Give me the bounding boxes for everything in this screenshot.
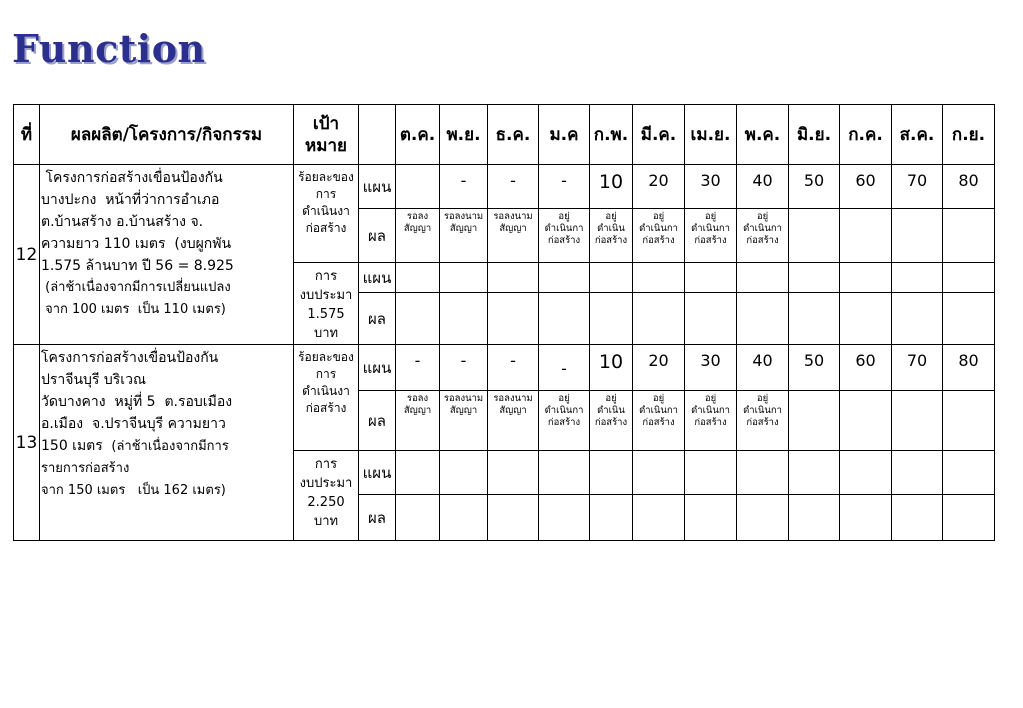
- header-month: ก.พ.: [590, 105, 633, 165]
- header-blank: [359, 105, 396, 165]
- header-month: เม.ย.: [685, 105, 737, 165]
- empty-cell: [440, 495, 488, 541]
- plan-cell: 80: [943, 165, 995, 209]
- header-month: ก.ค.: [840, 105, 892, 165]
- target-budget: [294, 451, 359, 541]
- result-line: อยู่: [605, 393, 617, 404]
- result-cell: [737, 209, 789, 263]
- result-label: ผล: [359, 293, 396, 345]
- result-line: รอลงนาม: [443, 393, 484, 404]
- result-line: ก่อสร้าง: [694, 417, 727, 428]
- result-line: ดำเนินกา: [691, 223, 730, 234]
- result-cell: [943, 391, 995, 451]
- result-line: ก่อสร้าง: [694, 235, 727, 246]
- header-month: พ.ย.: [440, 105, 488, 165]
- target-line: งบประมา: [299, 288, 353, 303]
- result-cell: [685, 391, 737, 451]
- project-line: ความยาว 110 เมตร (งบผูกพัน: [41, 236, 232, 252]
- empty-cell: [685, 451, 737, 495]
- plan-row: [14, 165, 995, 209]
- target-line: ก่อสร้าง: [305, 401, 347, 415]
- result-line: สัญญา: [499, 223, 527, 234]
- empty-cell: [840, 495, 892, 541]
- result-line: ดำเนินกา: [691, 405, 730, 416]
- empty-cell: [737, 263, 789, 293]
- empty-cell: [633, 495, 685, 541]
- empty-cell: [840, 263, 892, 293]
- target-line: การ: [314, 269, 338, 284]
- project-line-main: 150 เมตร: [41, 438, 108, 454]
- plan-label: แผน: [359, 263, 396, 293]
- result-line: อยู่: [652, 211, 665, 222]
- project-line: โครงการก่อสร้างเขื่อนป้องกัน: [41, 170, 223, 186]
- project-description: [40, 345, 294, 541]
- project-line: โครงการก่อสร้างเขื่อนป้องกัน: [41, 350, 219, 366]
- target-line: งบประมา: [299, 476, 353, 491]
- plan-cell: 50: [789, 165, 840, 209]
- plan-label: แผน: [359, 451, 396, 495]
- target-line: 1.575: [307, 307, 345, 322]
- header-row: [14, 105, 995, 165]
- header-month: ต.ค.: [396, 105, 440, 165]
- result-cell: [488, 391, 539, 451]
- empty-cell: [440, 263, 488, 293]
- project-line: บางปะกง หน้าที่ว่าการอำเภอ: [41, 192, 220, 208]
- target-line: การ: [314, 457, 338, 472]
- empty-cell: [685, 263, 737, 293]
- target-line: ดำเนินงา: [302, 384, 350, 398]
- result-line: ก่อสร้าง: [547, 235, 581, 246]
- result-line: อยู่: [704, 211, 717, 222]
- empty-cell: [590, 293, 633, 345]
- empty-cell: [633, 451, 685, 495]
- result-line: ดำเนิน: [597, 405, 625, 416]
- header-project: ผลผลิต/โครงการ/กิจกรรม: [40, 105, 294, 165]
- target-line: การ: [315, 367, 337, 381]
- empty-cell: [396, 451, 440, 495]
- result-cell: [892, 209, 943, 263]
- empty-cell: [737, 293, 789, 345]
- result-cell: [633, 209, 685, 263]
- plan-cell: 30: [685, 345, 737, 391]
- empty-cell: [633, 293, 685, 345]
- plan-cell: 20: [633, 165, 685, 209]
- target-line: บาท: [313, 514, 339, 529]
- plan-cell: 50: [789, 345, 840, 391]
- target-line: ดำเนินงา: [302, 204, 350, 218]
- header-month: ธ.ค.: [488, 105, 539, 165]
- empty-cell: [539, 263, 590, 293]
- empty-cell: [892, 293, 943, 345]
- header-month: ก.ย.: [943, 105, 995, 165]
- empty-cell: [590, 263, 633, 293]
- header-month: ส.ค.: [892, 105, 943, 165]
- plan-cell: 60: [840, 165, 892, 209]
- plan-cell: 70: [892, 345, 943, 391]
- empty-cell: [590, 451, 633, 495]
- result-line: รอลง: [406, 211, 429, 222]
- empty-cell: [539, 293, 590, 345]
- empty-cell: [590, 495, 633, 541]
- result-line: รอลงนาม: [443, 211, 484, 222]
- result-cell: [840, 209, 892, 263]
- empty-cell: [840, 451, 892, 495]
- empty-cell: [892, 263, 943, 293]
- plan-cell: -: [440, 345, 488, 391]
- plan-cell: 30: [685, 165, 737, 209]
- target-budget: [294, 263, 359, 345]
- result-line: อยู่: [652, 393, 665, 404]
- empty-cell: [396, 495, 440, 541]
- empty-cell: [789, 263, 840, 293]
- project-line-note: (ล่าช้าเนื่องจากมีการ: [107, 439, 229, 454]
- row-number: 12: [14, 165, 40, 345]
- result-line: ดำเนินกา: [639, 405, 678, 416]
- result-line: ดำเนินกา: [544, 405, 584, 416]
- plan-cell: 10: [590, 165, 633, 209]
- plan-cell: -: [539, 165, 590, 209]
- header-month: พ.ค.: [737, 105, 789, 165]
- result-cell: [943, 209, 995, 263]
- plan-cell: 70: [892, 165, 943, 209]
- empty-cell: [840, 293, 892, 345]
- project-note-line: จาก 150 เมตร เป็น 162 เมตร): [41, 483, 226, 498]
- result-cell: [685, 209, 737, 263]
- header-month: ม.ค: [539, 105, 590, 165]
- result-line: ก่อสร้าง: [594, 235, 628, 246]
- page-title: Function: [12, 26, 206, 71]
- result-line: อยู่: [558, 211, 570, 222]
- project-line: อ.เมือง จ.ปราจีนบุรี ความยาว: [41, 416, 226, 432]
- plan-cell: 40: [737, 345, 789, 391]
- result-cell: [789, 391, 840, 451]
- result-cell: [396, 391, 440, 451]
- empty-cell: [488, 451, 539, 495]
- result-line: สัญญา: [403, 405, 432, 416]
- plan-cell: -: [539, 345, 590, 391]
- empty-cell: [789, 293, 840, 345]
- empty-cell: [737, 451, 789, 495]
- plan-label: แผน: [359, 345, 396, 391]
- result-cell: [488, 209, 539, 263]
- empty-cell: [488, 495, 539, 541]
- target-line: ร้อยละของ: [298, 170, 354, 184]
- project-description: [40, 165, 294, 345]
- empty-cell: [396, 263, 440, 293]
- result-cell: [539, 391, 590, 451]
- project-note-line: จาก 100 เมตร เป็น 110 เมตร): [41, 302, 226, 317]
- result-cell: [892, 391, 943, 451]
- result-line: รอลงนาม: [493, 393, 533, 404]
- header-month: มี.ค.: [633, 105, 685, 165]
- plan-cell: -: [440, 165, 488, 209]
- empty-cell: [943, 293, 995, 345]
- schedule-table: [13, 104, 995, 541]
- empty-cell: [440, 451, 488, 495]
- result-line: อยู่: [756, 211, 769, 222]
- plan-cell: 60: [840, 345, 892, 391]
- plan-label: แผน: [359, 165, 396, 209]
- result-line: ดำเนินกา: [544, 223, 584, 234]
- target-line: 2.250: [307, 495, 345, 510]
- empty-cell: [539, 451, 590, 495]
- empty-cell: [488, 263, 539, 293]
- plan-cell: -: [488, 165, 539, 209]
- plan-cell: 20: [633, 345, 685, 391]
- project-line: [41, 435, 292, 458]
- empty-cell: [737, 495, 789, 541]
- header-target: เป้าหมาย: [294, 105, 359, 165]
- target-line: การ: [315, 187, 337, 201]
- result-cell: [440, 391, 488, 451]
- empty-cell: [943, 451, 995, 495]
- target-line: บาท: [313, 326, 339, 341]
- empty-cell: [943, 263, 995, 293]
- empty-cell: [943, 495, 995, 541]
- result-line: สัญญา: [499, 405, 527, 416]
- empty-cell: [789, 495, 840, 541]
- result-cell: [633, 391, 685, 451]
- plan-cell: -: [488, 345, 539, 391]
- result-line: ดำเนินกา: [743, 405, 782, 416]
- header-no: ที่: [14, 105, 40, 165]
- result-cell: [440, 209, 488, 263]
- result-line: ดำเนินกา: [639, 223, 678, 234]
- result-line: ดำเนิน: [597, 223, 625, 234]
- empty-cell: [539, 495, 590, 541]
- empty-cell: [789, 451, 840, 495]
- result-cell: [539, 209, 590, 263]
- result-line: ดำเนินกา: [743, 223, 782, 234]
- plan-cell: [396, 165, 440, 209]
- empty-cell: [685, 495, 737, 541]
- project-line: ต.บ้านสร้าง อ.บ้านสร้าง จ.: [41, 214, 204, 230]
- result-line: ก่อสร้าง: [642, 235, 675, 246]
- plan-cell: 40: [737, 165, 789, 209]
- result-line: สัญญา: [403, 223, 432, 234]
- empty-cell: [892, 495, 943, 541]
- project-note-line: (ล่าช้าเนื่องจากมีการเปลี่ยนแปลง: [41, 280, 231, 295]
- result-line: รอลงนาม: [493, 211, 533, 222]
- result-cell: [396, 209, 440, 263]
- result-line: ก่อสร้าง: [594, 417, 628, 428]
- result-label: ผล: [359, 495, 396, 541]
- plan-cell: -: [396, 345, 440, 391]
- row-number: 13: [14, 345, 40, 541]
- empty-cell: [633, 263, 685, 293]
- empty-cell: [892, 451, 943, 495]
- project-line: 1.575 ล้านบาท ปี 56 = 8.925: [41, 258, 234, 274]
- result-line: อยู่: [605, 211, 617, 222]
- empty-cell: [488, 293, 539, 345]
- result-line: อยู่: [756, 393, 769, 404]
- result-label: ผล: [359, 209, 396, 263]
- result-cell: [840, 391, 892, 451]
- empty-cell: [440, 293, 488, 345]
- result-line: อยู่: [558, 393, 570, 404]
- result-label: ผล: [359, 391, 396, 451]
- result-line: สัญญา: [449, 223, 478, 234]
- project-line: ปราจีนบุรี บริเวณ: [41, 372, 146, 388]
- result-line: รอลง: [406, 393, 429, 404]
- result-line: ก่อสร้าง: [746, 235, 779, 246]
- target-line: ร้อยละของ: [298, 350, 354, 364]
- target-progress: [294, 345, 359, 451]
- result-cell: [590, 209, 633, 263]
- empty-cell: [685, 293, 737, 345]
- result-line: อยู่: [704, 393, 717, 404]
- project-note-line: รายการก่อสร้าง: [41, 461, 130, 476]
- target-line: ก่อสร้าง: [305, 221, 347, 235]
- header-month: มิ.ย.: [789, 105, 840, 165]
- result-line: ก่อสร้าง: [746, 417, 779, 428]
- result-cell: [789, 209, 840, 263]
- plan-cell: 10: [590, 345, 633, 391]
- project-line: วัดบางคาง หมู่ที่ 5 ต.รอบเมือง: [41, 394, 233, 410]
- plan-row: [14, 345, 995, 391]
- result-cell: [737, 391, 789, 451]
- result-cell: [590, 391, 633, 451]
- result-line: สัญญา: [449, 405, 478, 416]
- target-progress: [294, 165, 359, 263]
- plan-cell: 80: [943, 345, 995, 391]
- result-line: ก่อสร้าง: [642, 417, 675, 428]
- result-line: ก่อสร้าง: [547, 417, 581, 428]
- empty-cell: [396, 293, 440, 345]
